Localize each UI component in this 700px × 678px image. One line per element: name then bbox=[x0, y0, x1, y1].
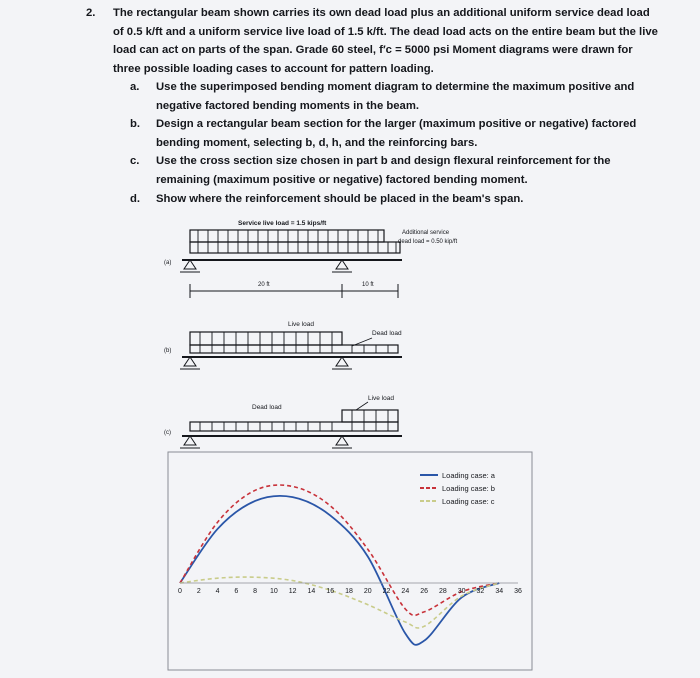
x-tick-label: 4 bbox=[215, 588, 220, 595]
part-text: Design a rectangular beam section for the larger (maximum positive or negative) factored bending moment, selecting b, d, h, and the reinforcing bars. bbox=[156, 118, 637, 149]
x-tick-label: 10 bbox=[269, 588, 278, 595]
live-load-label: Live load bbox=[288, 321, 315, 328]
series-line-a bbox=[180, 496, 499, 645]
x-tick-label: 16 bbox=[326, 588, 335, 595]
x-tick-label: 36 bbox=[514, 588, 522, 595]
x-tick-label: 12 bbox=[288, 588, 297, 595]
x-tick-label: 22 bbox=[382, 588, 391, 595]
case-b-tag: (b) bbox=[164, 348, 172, 354]
case-c-tag: (c) bbox=[164, 430, 171, 436]
part-text: Show where the reinforcement should be placed in the beam's span. bbox=[156, 192, 524, 205]
x-tick-label: 8 bbox=[253, 588, 258, 595]
span-2-label: 10 ft bbox=[362, 282, 374, 288]
x-tick-label: 32 bbox=[476, 588, 485, 595]
live-load-label: Service live load = 1.5 kips/ft bbox=[238, 220, 327, 227]
series-line-c bbox=[180, 577, 499, 628]
problem-text: The rectangular beam shown carries its own dead load plus an additional uniform service dead load of 0.5 k/ft and a uniform service live load of 1.5 k/ft. The dead load acts on the entire beam but the live load can act on parts of the span. Grade 60 steel, f′c = 5000 psi Moment diagrams were drawn for three possible loading cases to account for pattern loading. bbox=[113, 7, 658, 75]
x-tick-label: 24 bbox=[401, 588, 410, 595]
part-text: Use the cross section size chosen in part b and design flexural reinforcement for the remaining (maximum positive or negative) factored bending moment. bbox=[156, 155, 611, 186]
additional-dead-load-label: Additional service bbox=[402, 230, 450, 236]
x-tick-label: 14 bbox=[307, 588, 316, 595]
chart-legend bbox=[420, 471, 496, 506]
part-label: c. bbox=[130, 155, 140, 168]
x-tick-label: 18 bbox=[345, 588, 353, 595]
dead-load-label: Dead load bbox=[252, 404, 282, 411]
x-tick-label: 30 bbox=[457, 588, 466, 595]
x-tick-label: 6 bbox=[234, 588, 239, 595]
live-load-label: Live load bbox=[368, 395, 395, 402]
x-tick-label: 34 bbox=[495, 588, 504, 595]
x-tick-label: 20 bbox=[363, 588, 372, 595]
x-tick-label: 2 bbox=[196, 588, 201, 595]
part-text: Use the superimposed bending moment diagram to determine the maximum positive and negative factored bending moments in the beam. bbox=[156, 81, 635, 112]
dead-load-label: Dead load bbox=[372, 330, 402, 337]
legend-label: Loading case: b bbox=[442, 484, 495, 493]
legend-label: Loading case: a bbox=[442, 471, 495, 480]
part-label: a. bbox=[130, 81, 140, 93]
problem-number: 2. bbox=[86, 7, 96, 19]
x-tick-label: 26 bbox=[420, 588, 429, 595]
additional-dead-load-value: dead load = 0.50 kip/ft bbox=[398, 239, 458, 245]
part-label: b. bbox=[130, 118, 141, 131]
part-label: d. bbox=[130, 192, 141, 205]
x-tick-label: 0 bbox=[178, 588, 182, 595]
span-1-label: 20 ft bbox=[258, 282, 270, 288]
x-tick-label: 28 bbox=[438, 588, 447, 595]
case-a-tag: (a) bbox=[164, 260, 172, 266]
legend-label: Loading case: c bbox=[442, 497, 495, 506]
